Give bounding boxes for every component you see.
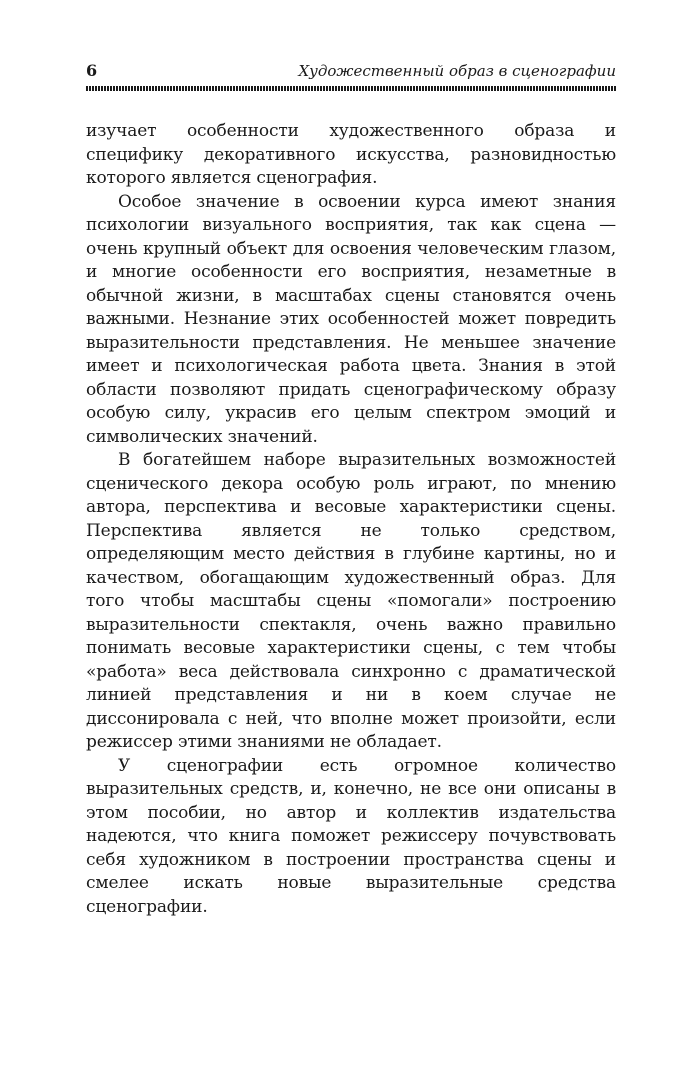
paragraph-conclusion: У сценографии есть огромное количество выразительных средств, и, конечно, не все они описаны в этом пособии, но автор и коллектив издательства надеются, что книга поможет режиссеру почувствовать себя художником в построении пространства сцены и смелее искать новые выразительные средства сценографии. <box>86 755 616 917</box>
body-text <box>86 120 616 919</box>
chapter-title: Художественный образ в сценографии <box>298 62 616 80</box>
paragraph-continued: изучает особенности художественного образа и специфику декоративного искусства, разновидностью которого является сценография. <box>86 121 616 188</box>
paragraph-perception: Особое значение в освоении курса имеют знания психологии визуального восприятия, так как сцена — очень крупный объект для освоения человеческим глазом, и многие особенности его восприятия, незаметные в обычной жизни, в масштабах сцены становятся очень важными. Незнание этих особенностей может повредить выразительности представления. Не меньшее значение имеет и психологическая работа цвета. Знания в этой области позволяют придать сценографическому образу особую силу, украсив его целым спектром эмоций и символических значений. <box>86 191 616 447</box>
page-number: 6 <box>86 61 98 80</box>
header-rule <box>86 86 616 91</box>
running-header <box>86 60 616 82</box>
paragraph-perspective: В богатейшем наборе выразительных возможностей сценического декора особую роль играют, по мнению автора, перспектива и весовые характеристики сцены. Перспектива является не только средством, определяющим место действия в глубине картины, но и качеством, обогащающим художественный образ. Для того чтобы масштабы сцены «помогали» построению выразительности спектакля, очень важно правильно понимать весовые характеристики сцены, с тем чтобы «работа» веса действовала синхронно с драматической линией представления и ни в коем случае не диссонировала с ней, что вполне может произойти, если режиссер этими знаниями не обладает. <box>86 450 616 752</box>
